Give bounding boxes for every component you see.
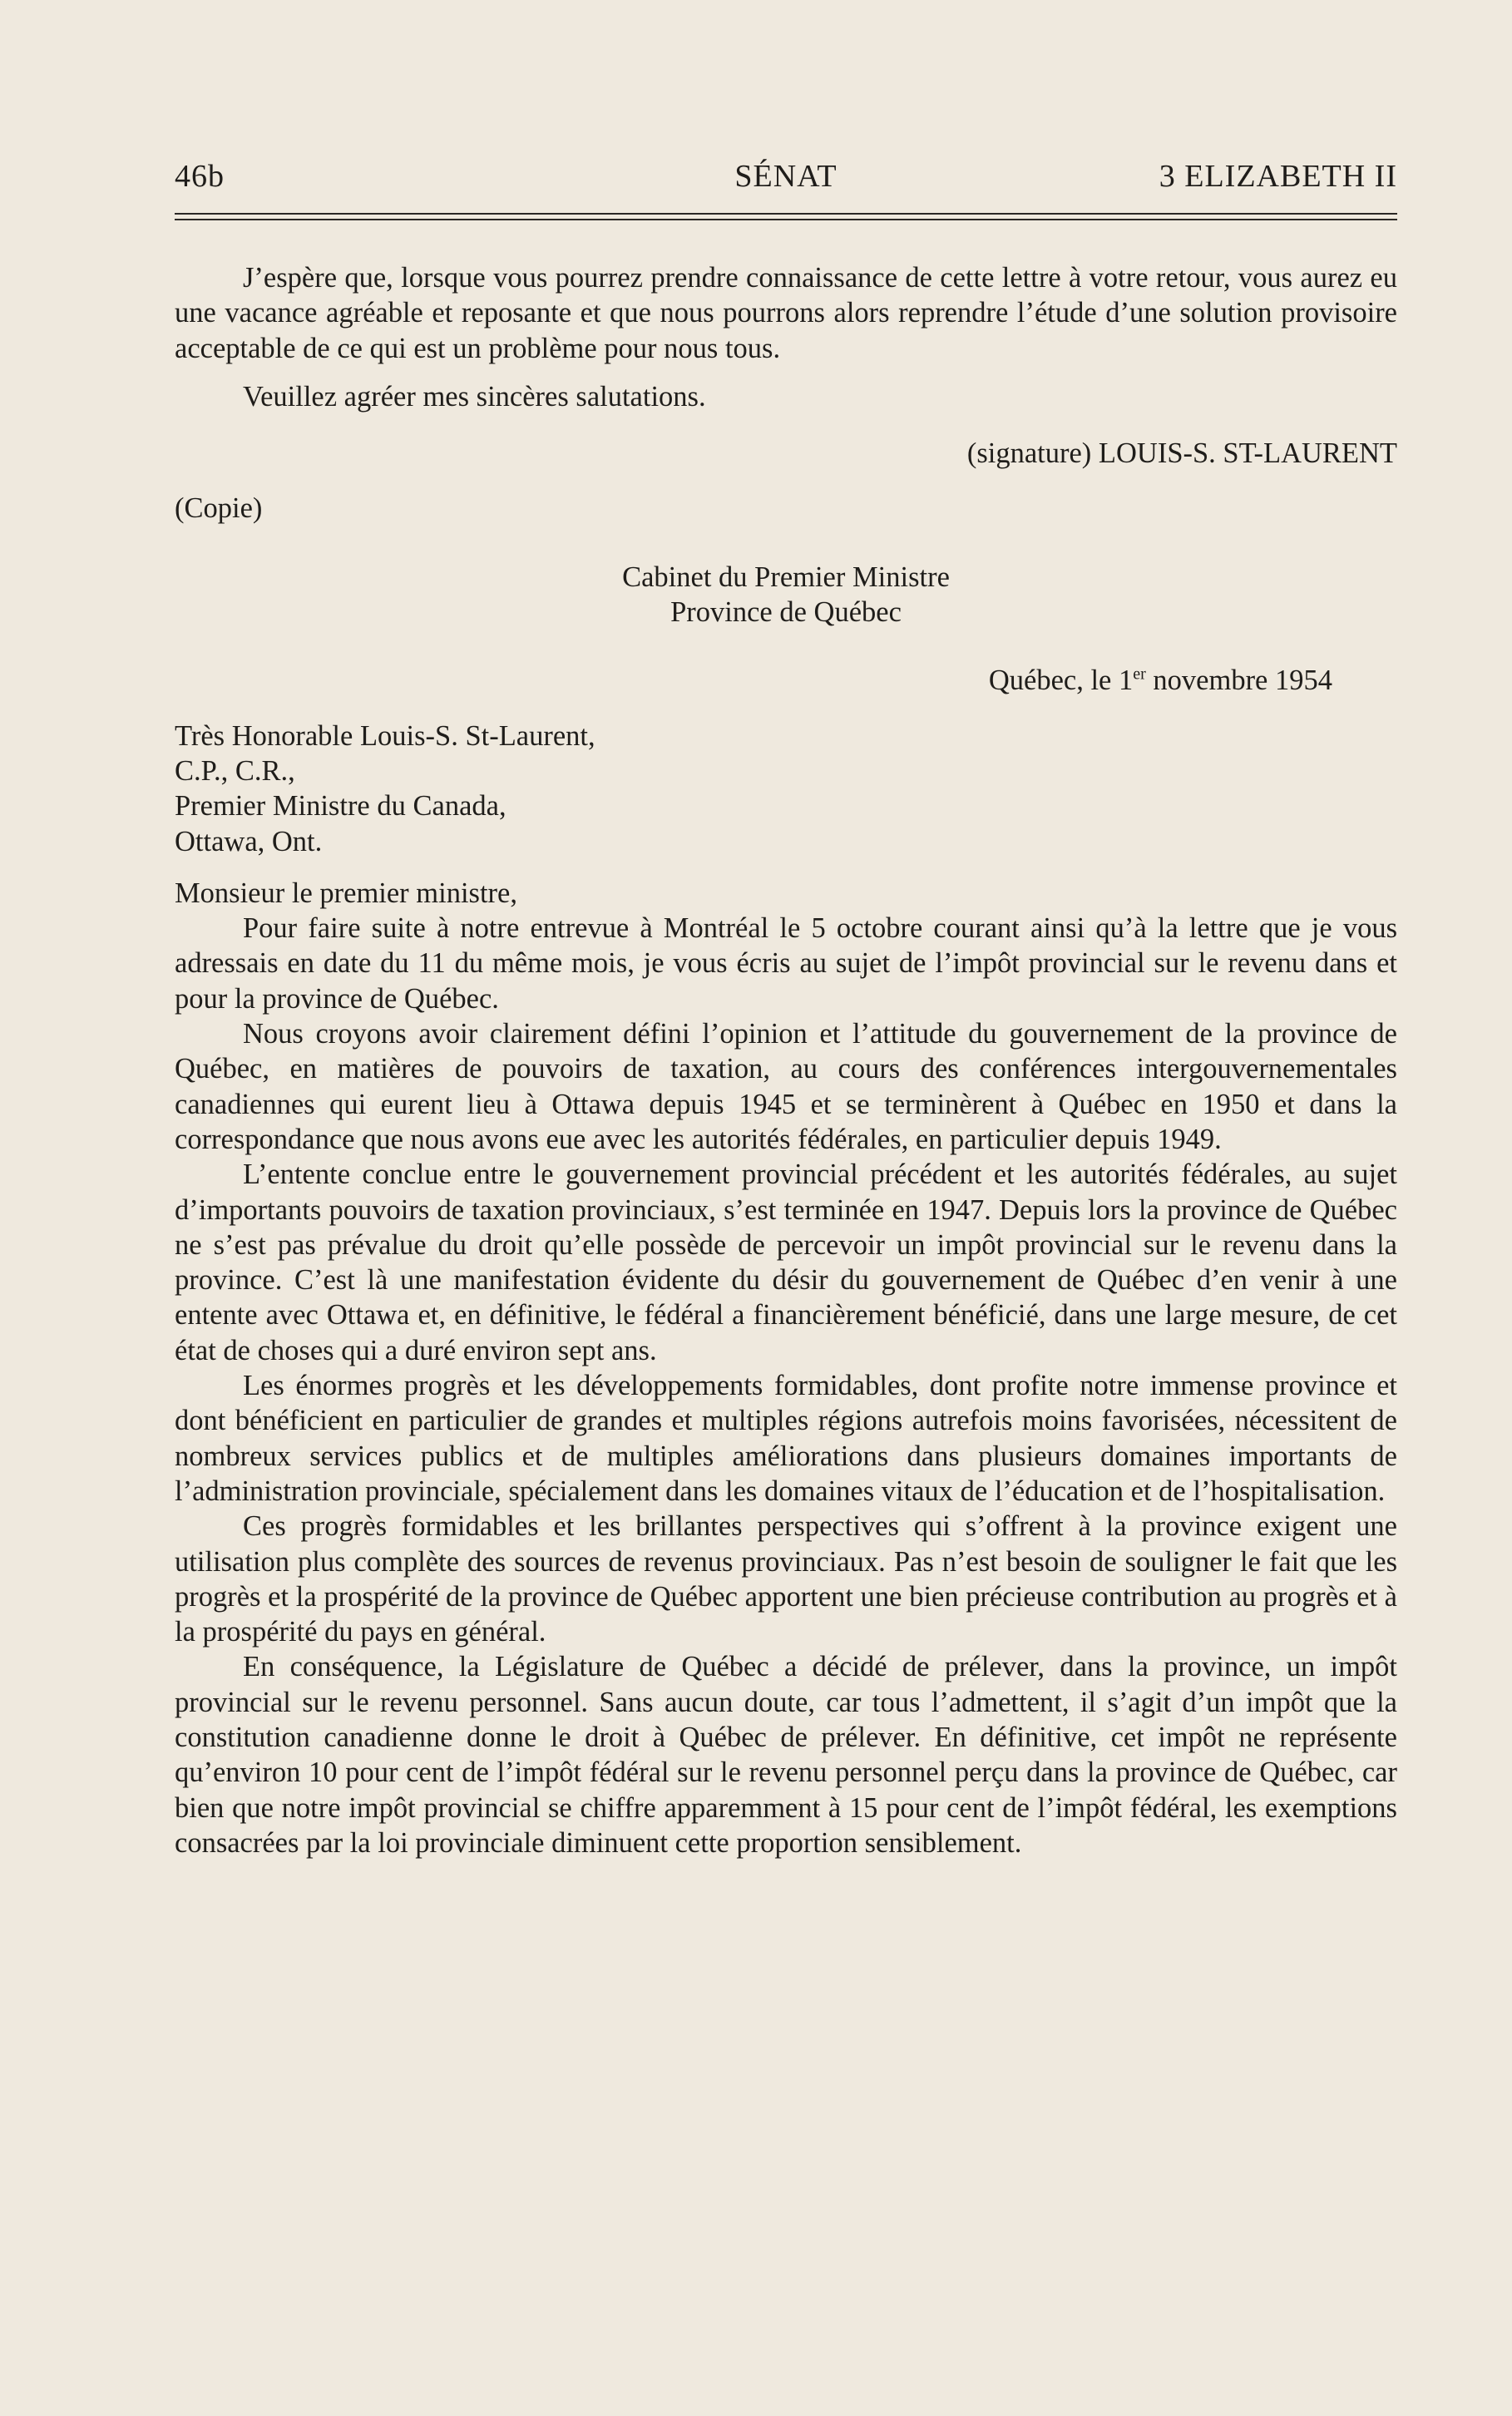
letterhead xyxy=(175,560,1397,630)
body-paragraph: Nous croyons avoir clairement défini l’opinion et l’attitude du gouvernement de la province de Québec, en matières de pouvoirs de taxation, au cours des conférences intergouvernementales canadiennes qui eurent lieu à Ottawa depuis 1945 et se terminèrent à Québec en 1950 et dans la correspondance que nous avons eue avec les autorités fédérales, en particulier depuis 1949. xyxy=(175,1018,1397,1155)
letterhead-province: Province de Québec xyxy=(670,596,902,629)
body-paragraph: Pour faire suite à notre entrevue à Montréal le 5 octobre courant ainsi qu’à la lettre que je vous adressais en date du 11 du même mois, je vous écris au sujet de l’impôt provincial sur le revenu dans et pour la province de Québec. xyxy=(175,912,1397,1015)
body-paragraph: Ces progrès formidables et les brillantes perspectives qui s’offrent à la province exigent une utilisation plus complète des sources de revenus provinciaux. Pas n’est besoin de souligner le fait que les progrès et la prospérité de la province de Québec apportent une bien précieuse contribution au progrès et à la prospérité du pays en général. xyxy=(175,1510,1397,1648)
running-title: SÉNAT xyxy=(734,159,838,194)
body-paragraph: Les énormes progrès et les développements formidables, dont profite notre immense province et dont bénéficient en particulier de grandes et multiples régions autrefois moins favorisées, nécessitent de nombreux services publics et de multiples améliorations dans plusieurs domaines importants de l’administration provinciale, spécialement dans les domaines vitaux de l’éducation et de l’hospitalisation. xyxy=(175,1370,1397,1507)
date-suffix: novembre 1954 xyxy=(1145,665,1332,697)
letter1-signature: (signature) LOUIS-S. ST-LAURENT xyxy=(966,437,1397,470)
dateline xyxy=(175,663,1397,698)
header-rule-bottom xyxy=(175,219,1397,220)
page xyxy=(175,158,1397,1860)
date-superscript: er xyxy=(1133,665,1146,684)
running-head xyxy=(175,158,1397,201)
letterhead-office: Cabinet du Premier Ministre xyxy=(622,561,950,593)
date-prefix: Québec, le 1 xyxy=(988,665,1134,697)
copy-label: (Copie) xyxy=(175,492,263,525)
body-paragraph: En conséquence, la Législature de Québec a décidé de prélever, dans la province, un impôt provincial sur le revenu personnel. Sans aucun doute, car tous l’admettent, il s’agit d’un impôt que la constitution canadienne donne le droit à Québec de prélever. En définitive, cet impôt ne représente qu’environ 10 pour cent de l’impôt fédéral sur le revenu personnel perçu dans la province de Québec, car bien que notre impôt provincial se chiffre apparemment à 15 pour cent de l’impôt fédéral, les exemptions consacrées par la loi provinciale diminuent cette proportion sensiblement. xyxy=(175,1651,1397,1859)
address-line: Très Honorable Louis-S. St-Laurent, xyxy=(175,719,595,752)
address-line: Ottawa, Ont. xyxy=(175,825,323,857)
session-label: 3 ELIZABETH II xyxy=(1159,159,1397,194)
letter-opening: Monsieur le premier ministre, xyxy=(175,877,517,909)
body-paragraph: L’entente conclue entre le gouvernement provincial précédent et les autorités fédérales, au sujet d’importants pouvoirs de taxation provinciaux, s’est terminée en 1947. Depuis lors la province de Québec ne s’est pas prévalue du droit qu’elle possède de percevoir un impôt provincial sur le revenu dans la province. C’est là une manifestation évidente du désir du gouvernement de Québec d’en venir à une entente avec Ottawa et, en définitive, le fédéral a financièrement bénéficié, dans une large mesure, de cet état de choses qui a duré environ sept ans. xyxy=(175,1159,1397,1366)
page-number: 46b xyxy=(175,159,225,194)
address-line: Premier Ministre du Canada, xyxy=(175,790,506,823)
letter1-salutation: Veuillez agréer mes sincères salutations. xyxy=(243,380,706,413)
letter1-closing-paragraph: J’espère que, lorsque vous pourrez prendre connaissance de cette lettre à votre retour, vous aurez eu une vacance agréable et reposante et que nous pourrons alors reprendre l’étude d’une solution provisoire acceptable de ce qui est un problème pour nous tous. xyxy=(175,262,1397,364)
document-body xyxy=(175,260,1397,1860)
recipient-address xyxy=(175,719,1397,859)
address-line: C.P., C.R., xyxy=(175,754,295,787)
header-rule-top xyxy=(175,213,1397,215)
